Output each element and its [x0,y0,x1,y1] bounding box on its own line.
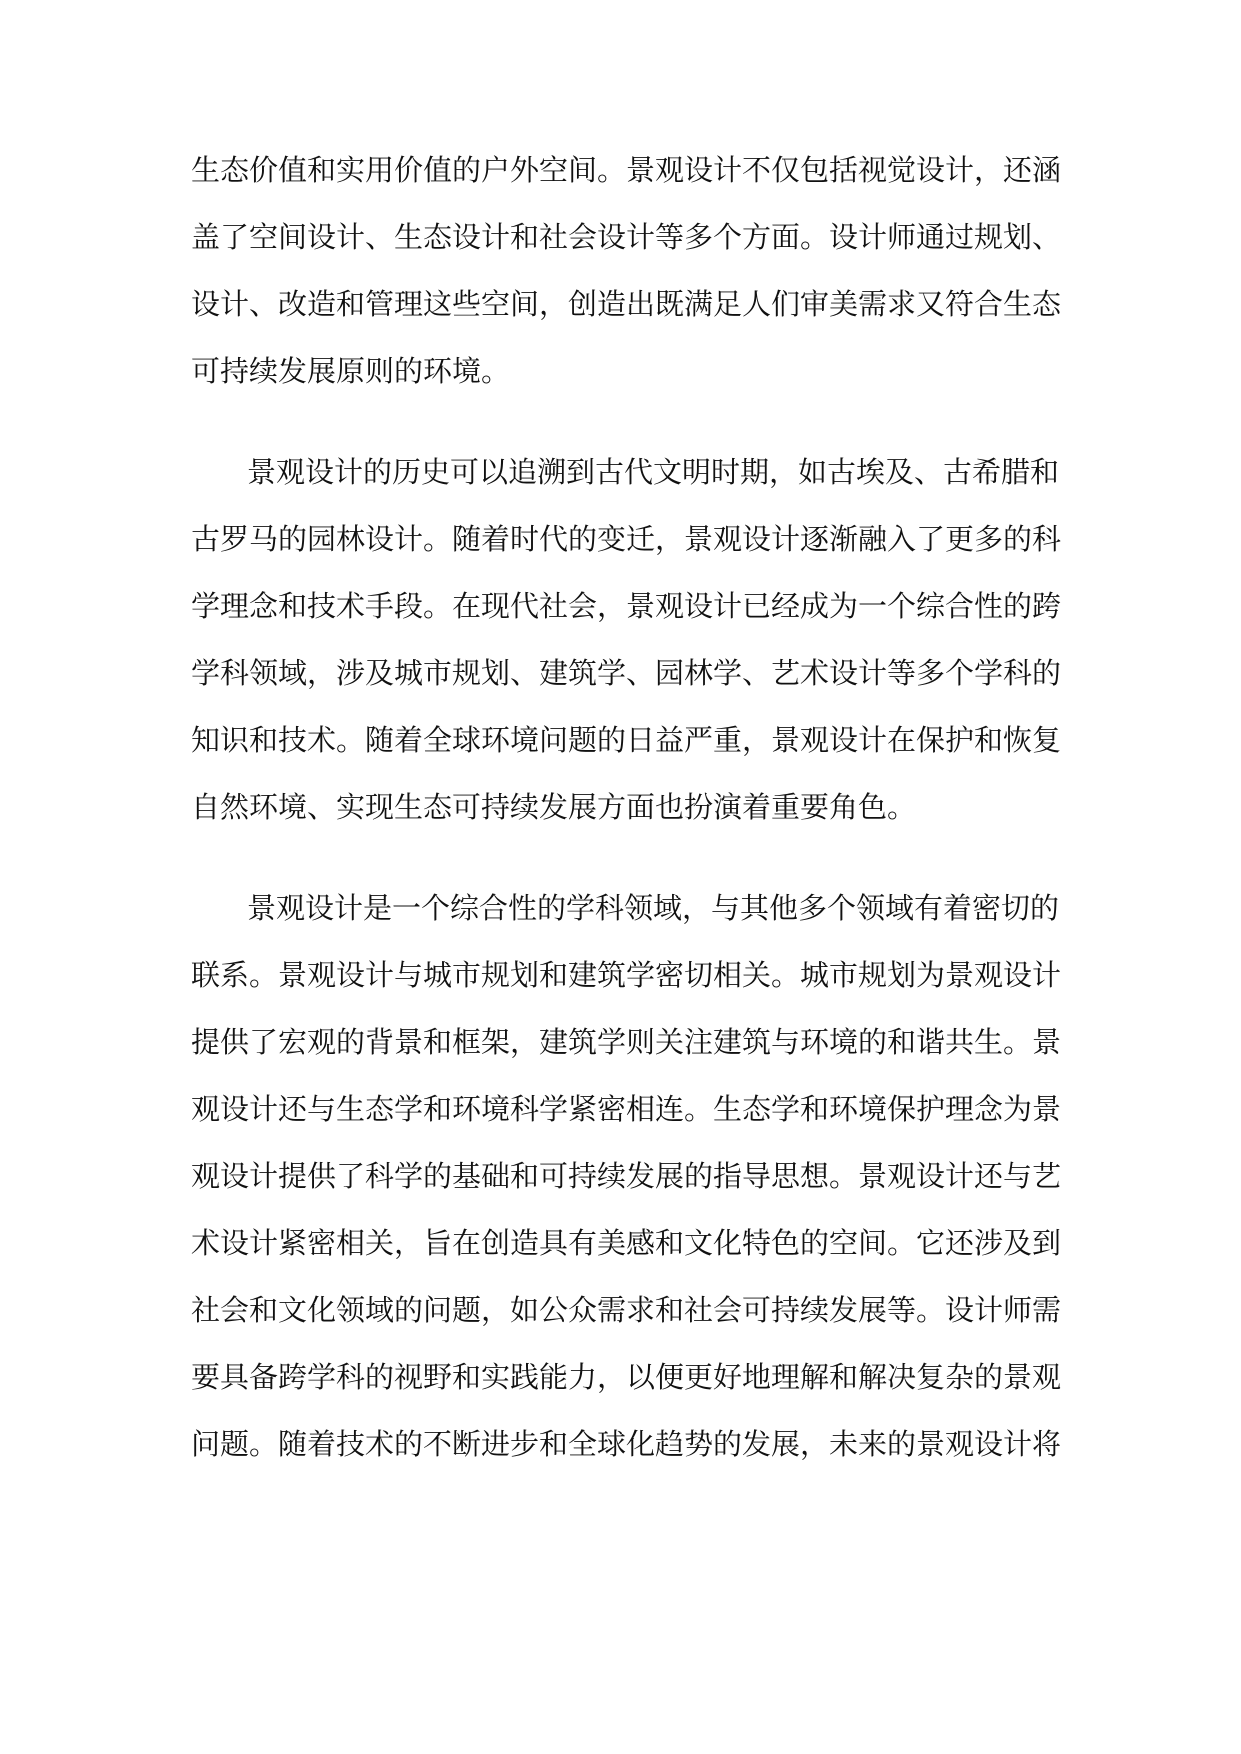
text-line-17: 社会和文化领域的问题，如公众需求和社会可持续发展等。设计师需 [191,1293,1062,1327]
text-line-2: 盖了空间设计、生态设计和社会设计等多个方面。设计师通过规划、 [191,220,1062,254]
text-line-1: 生态价值和实用价值的户外空间。景观设计不仅包括视觉设计，还涵 [191,153,1062,187]
text-line-6: 古罗马的园林设计。随着时代的变迁，景观设计逐渐融入了更多的科 [191,522,1062,556]
text-line-8: 学科领域，涉及城市规划、建筑学、园林学、艺术设计等多个学科的 [191,656,1062,690]
text-line-10: 自然环境、实现生态可持续发展方面也扮演着重要角色。 [191,790,917,824]
text-line-12: 联系。景观设计与城市规划和建筑学密切相关。城市规划为景观设计 [191,958,1062,992]
text-line-19: 问题。随着技术的不断进步和全球化趋势的发展，未来的景观设计将 [191,1427,1062,1461]
text-line-13: 提供了宏观的背景和框架，建筑学则关注建筑与环境的和谐共生。景 [191,1025,1062,1059]
text-line-18: 要具备跨学科的视野和实践能力，以便更好地理解和解决复杂的景观 [191,1360,1062,1394]
text-line-7: 学理念和技术手段。在现代社会，景观设计已经成为一个综合性的跨 [191,589,1062,623]
text-line-9: 知识和技术。随着全球环境问题的日益严重，景观设计在保护和恢复 [191,723,1062,757]
text-line-3: 设计、改造和管理这些空间，创造出既满足人们审美需求又符合生态 [191,287,1062,321]
paragraph-2-first-line: 景观设计的历史可以追溯到古代文明时期，如古埃及、古希腊和 [247,455,1060,489]
paragraph-3-first-line: 景观设计是一个综合性的学科领域，与其他多个领域有着密切的 [247,891,1060,925]
text-line-4: 可持续发展原则的环境。 [191,354,511,388]
text-line-16: 术设计紧密相关，旨在创造具有美感和文化特色的空间。它还涉及到 [191,1226,1062,1260]
text-line-15: 观设计提供了科学的基础和可持续发展的指导思想。景观设计还与艺 [191,1159,1062,1193]
text-line-14: 观设计还与生态学和环境科学紧密相连。生态学和环境保护理念为景 [191,1092,1062,1126]
